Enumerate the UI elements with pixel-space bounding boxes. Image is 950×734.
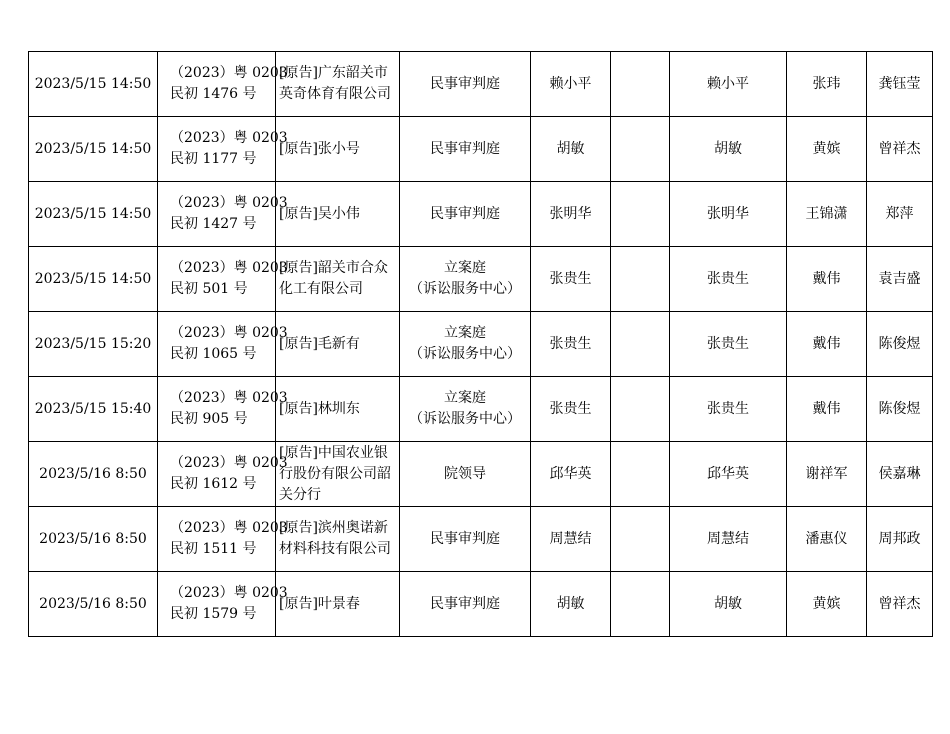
court-clerk: 曾祥杰 xyxy=(867,572,933,637)
case-number-line2: 民初 1427 号 xyxy=(170,216,257,232)
hearing-time: 2023/5/15 14:50 xyxy=(29,52,158,117)
court-clerk: 陈俊煜 xyxy=(867,312,933,377)
table-row xyxy=(29,507,933,572)
judge-name: 胡敏 xyxy=(531,572,611,637)
party-name: [原告]叶景春 xyxy=(276,572,400,637)
court-division-line1: 民事审判庭 xyxy=(430,140,500,157)
party-name: [原告]广东韶关市英奇体育有限公司 xyxy=(276,52,400,117)
table-row xyxy=(29,52,933,117)
case-number-line2: 民初 501 号 xyxy=(170,281,248,297)
case-number-line2: 民初 1579 号 xyxy=(170,606,257,622)
case-number-line2: 民初 1065 号 xyxy=(170,346,257,362)
case-number-line2: 民初 1476 号 xyxy=(170,86,257,102)
case-number-line1: （2023）粤 0203 xyxy=(170,65,288,81)
empty-cell xyxy=(611,377,670,442)
case-number-line1: （2023）粤 0203 xyxy=(170,325,288,341)
case-number-line1: （2023）粤 0203 xyxy=(170,520,288,536)
hearing-time: 2023/5/15 14:50 xyxy=(29,247,158,312)
empty-cell xyxy=(611,117,670,182)
court-division-line1: 民事审判庭 xyxy=(430,595,500,612)
table-row xyxy=(29,247,933,312)
empty-cell xyxy=(611,182,670,247)
court-clerk: 郑萍 xyxy=(867,182,933,247)
case-number xyxy=(158,442,288,507)
court-clerk: 陈俊煜 xyxy=(867,377,933,442)
case-number xyxy=(158,182,288,247)
table-row xyxy=(29,377,933,442)
court-division-line1: 民事审判庭 xyxy=(430,530,500,547)
court-division xyxy=(400,312,531,377)
hearing-time: 2023/5/16 8:50 xyxy=(29,507,158,572)
party-name: [原告]吴小伟 xyxy=(276,182,400,247)
hearing-time: 2023/5/15 15:40 xyxy=(29,377,158,442)
party-name: [原告]韶关市合众化工有限公司 xyxy=(276,247,400,312)
panel-member: 王锦潇 xyxy=(787,182,867,247)
court-division xyxy=(400,182,531,247)
panel-member: 张玮 xyxy=(787,52,867,117)
table-row xyxy=(29,182,933,247)
case-number-line1: （2023）粤 0203 xyxy=(170,455,288,471)
panel-member: 戴伟 xyxy=(787,377,867,442)
party-name: [原告]张小号 xyxy=(276,117,400,182)
table-body xyxy=(29,52,933,637)
presiding-judge: 张贵生 xyxy=(670,312,787,377)
judge-name: 胡敏 xyxy=(531,117,611,182)
table-row xyxy=(29,117,933,182)
party-name: [原告]毛新有 xyxy=(276,312,400,377)
presiding-judge: 张贵生 xyxy=(670,377,787,442)
judge-name: 周慧结 xyxy=(531,507,611,572)
court-division-line2: （诉讼服务中心） xyxy=(409,346,521,362)
court-division-line2: （诉讼服务中心） xyxy=(409,411,521,427)
judge-name: 张贵生 xyxy=(531,247,611,312)
court-clerk: 侯嘉琳 xyxy=(867,442,933,507)
court-division xyxy=(400,572,531,637)
judge-name: 邱华英 xyxy=(531,442,611,507)
court-division-line1: 立案庭 xyxy=(444,325,486,341)
hearing-schedule-table xyxy=(28,51,933,637)
court-division xyxy=(400,247,531,312)
court-division xyxy=(400,507,531,572)
presiding-judge: 张明华 xyxy=(670,182,787,247)
presiding-judge: 胡敏 xyxy=(670,572,787,637)
judge-name: 赖小平 xyxy=(531,52,611,117)
case-number-line2: 民初 1177 号 xyxy=(170,151,257,167)
hearing-time: 2023/5/15 14:50 xyxy=(29,182,158,247)
party-name: [原告]林圳东 xyxy=(276,377,400,442)
hearing-time: 2023/5/16 8:50 xyxy=(29,572,158,637)
case-number xyxy=(158,312,288,377)
presiding-judge: 赖小平 xyxy=(670,52,787,117)
presiding-judge: 邱华英 xyxy=(670,442,787,507)
panel-member: 谢祥军 xyxy=(787,442,867,507)
party-name: [原告]中国农业银行股份有限公司韶关分行 xyxy=(276,442,400,507)
court-division-line1: 立案庭 xyxy=(444,390,486,406)
court-clerk: 龚钰莹 xyxy=(867,52,933,117)
panel-member: 戴伟 xyxy=(787,312,867,377)
table-row xyxy=(29,572,933,637)
judge-name: 张贵生 xyxy=(531,377,611,442)
case-number-line2: 民初 1612 号 xyxy=(170,476,257,492)
empty-cell xyxy=(611,572,670,637)
case-number xyxy=(158,52,288,117)
court-division xyxy=(400,377,531,442)
presiding-judge: 胡敏 xyxy=(670,117,787,182)
case-number xyxy=(158,377,288,442)
case-number-line1: （2023）粤 0203 xyxy=(170,195,288,211)
case-number xyxy=(158,247,288,312)
case-number-line1: （2023）粤 0203 xyxy=(170,585,288,601)
court-division xyxy=(400,117,531,182)
case-number-line1: （2023）粤 0203 xyxy=(170,130,288,146)
panel-member: 潘惠仪 xyxy=(787,507,867,572)
court-division xyxy=(400,442,531,507)
hearing-time: 2023/5/15 15:20 xyxy=(29,312,158,377)
empty-cell xyxy=(611,52,670,117)
court-division-line1: 民事审判庭 xyxy=(430,205,500,222)
party-name: [原告]滨州奥诺新材料科技有限公司 xyxy=(276,507,400,572)
presiding-judge: 张贵生 xyxy=(670,247,787,312)
panel-member: 戴伟 xyxy=(787,247,867,312)
court-clerk: 袁吉盛 xyxy=(867,247,933,312)
court-division-line1: 立案庭 xyxy=(444,260,486,276)
judge-name: 张明华 xyxy=(531,182,611,247)
empty-cell xyxy=(611,247,670,312)
court-division-line2: （诉讼服务中心） xyxy=(409,281,521,297)
court-division xyxy=(400,52,531,117)
court-division-line1: 民事审判庭 xyxy=(430,75,500,92)
court-clerk: 周邦政 xyxy=(867,507,933,572)
court-division-line1: 院领导 xyxy=(444,465,486,482)
panel-member: 黄嫔 xyxy=(787,572,867,637)
judge-name: 张贵生 xyxy=(531,312,611,377)
presiding-judge: 周慧结 xyxy=(670,507,787,572)
case-number-line1: （2023）粤 0203 xyxy=(170,390,288,406)
hearing-time: 2023/5/15 14:50 xyxy=(29,117,158,182)
table-row xyxy=(29,442,933,507)
hearing-time: 2023/5/16 8:50 xyxy=(29,442,158,507)
case-number xyxy=(158,507,288,572)
case-number xyxy=(158,117,288,182)
case-number-line2: 民初 905 号 xyxy=(170,411,248,427)
empty-cell xyxy=(611,507,670,572)
court-clerk: 曾祥杰 xyxy=(867,117,933,182)
case-number-line1: （2023）粤 0203 xyxy=(170,260,288,276)
table-row xyxy=(29,312,933,377)
empty-cell xyxy=(611,312,670,377)
panel-member: 黄嫔 xyxy=(787,117,867,182)
case-number-line2: 民初 1511 号 xyxy=(170,541,257,557)
empty-cell xyxy=(611,442,670,507)
case-number xyxy=(158,572,288,637)
